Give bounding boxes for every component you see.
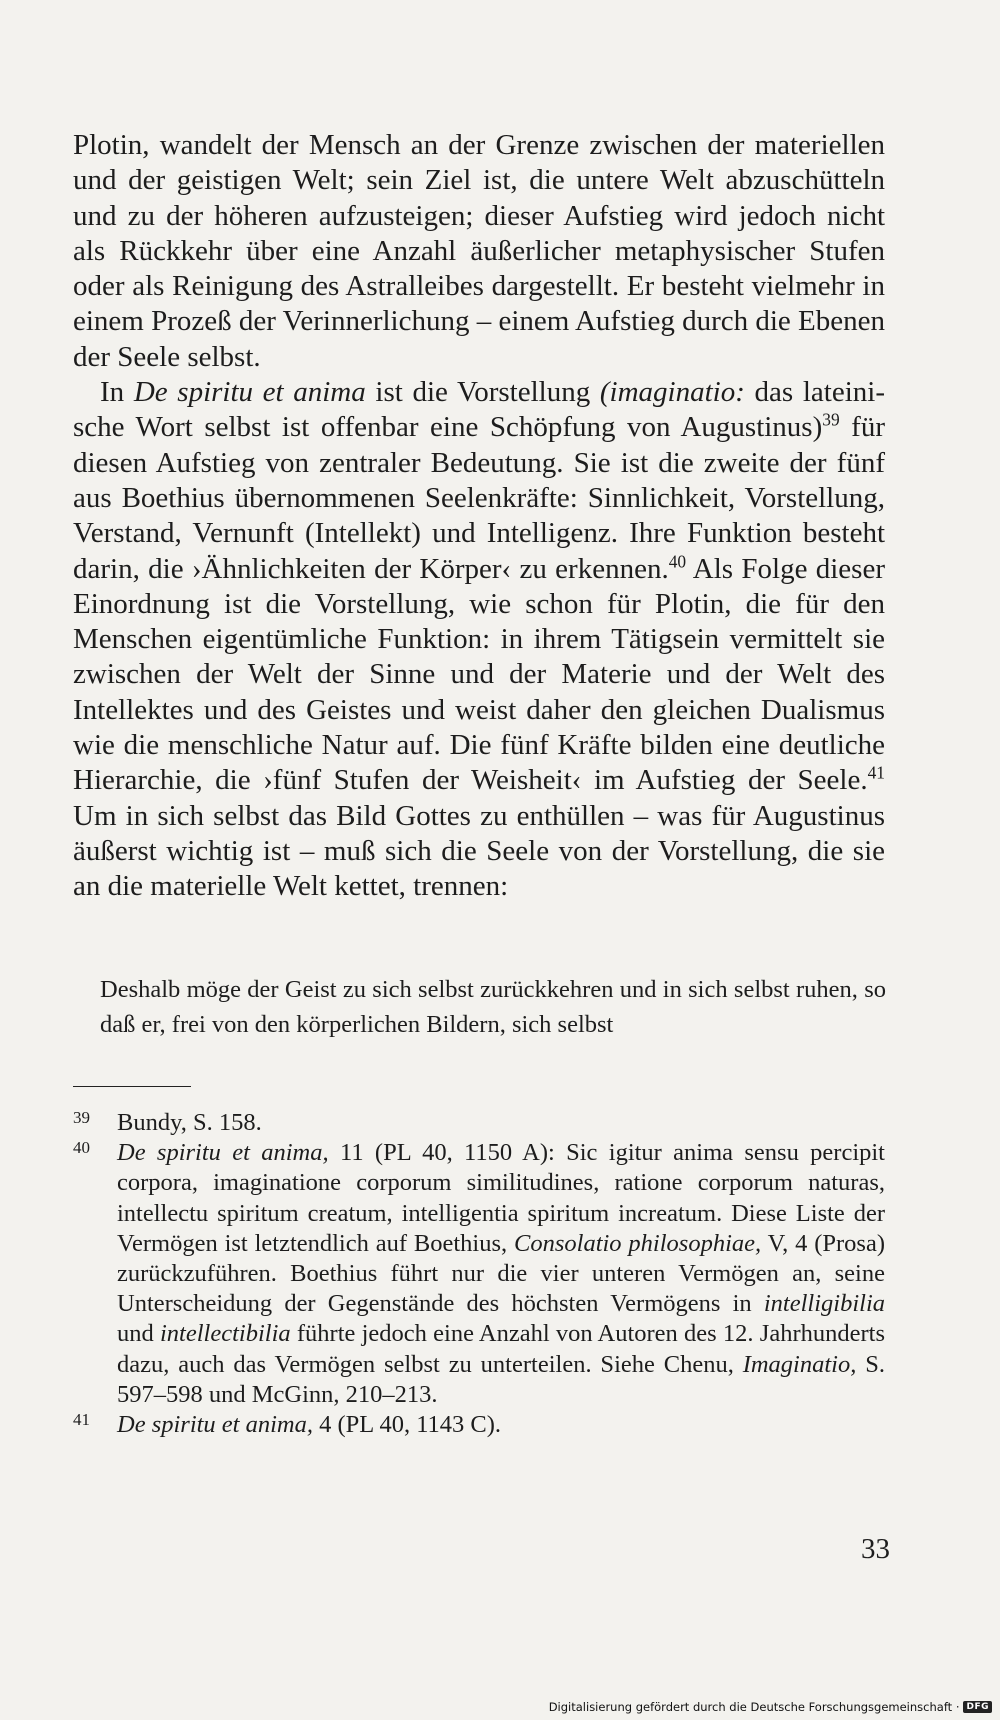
block-quote: Deshalb möge der Geist zu sich selbst zurückkehren und in sich selbst ruhen, so daß er, frei von den körperlichen Bildern, sich selbst (100, 976, 886, 1038)
footnote-ref-39[interactable]: 39 (822, 409, 840, 430)
footnote-40: 40 De spiritu et anima, 11 (PL 40, 1150 A): Sic igitur anima sensu percipit corpora, imaginatione corporum similitudines, ratione corporum naturas, intellectu spiritum creatum, intelligentia spiritum increatum. Diese Liste der Vermögen ist letztendlich auf Boethius, Consolatio philosophiae, V, 4 (Prosa) zurückzuführen. Boethius führt nur die vier unteren Vermögen an, seine Unterscheidung der Gegenstände des höchsten Vermögens in intelligibilia und intellectibilia führte jedoch eine Anzahl von Autoren des 12. Jahrhunderts dazu, auch das Vermögen selbst zu unterteilen. Siehe Chenu, Imaginatio, S. 597–598 und McGinn, 210–213. (73, 1138, 885, 1410)
digitization-footer (549, 1700, 992, 1714)
paragraph-1: Plotin, wandelt der Mensch an der Grenze zwischen der materiellen und der geistigen Welt; sein Ziel ist, die untere Welt abzuschütteln und zu der höheren aufzusteigen; dieser Aufstieg wird jedoch nicht als Rückkehr über eine Anzahl äußerlicher metaphysischer Stufen oder als Reinigung des Astralleibes dargestellt. Er besteht vielmehr in einem Prozeß der Verinnerlichung – einem Aufstieg durch die Ebenen der Seele selbst. (73, 129, 886, 373)
digitization-note: Digitalisierung gefördert durch die Deutsche Forschungsgemeinschaft · (548, 1700, 960, 1714)
footnote-number: 41 (73, 1410, 90, 1430)
main-text (73, 128, 885, 905)
footnote-41: 41 De spiritu et anima, 4 (PL 40, 1143 C). (73, 1410, 885, 1440)
footnote-39: 39 Bundy, S. 158. (73, 1108, 885, 1138)
dfg-logo-icon: DFG (963, 1701, 992, 1713)
paragraph-2: In De spiritu et anima ist die Vorstellung (imaginatio: das lateinische Wort selbst ist offenbar eine Schöpfung von Augustinus)$^{39}$ für diesen Aufstieg von zentraler Bedeutung. Sie ist die zweite der fünf aus Boethius übernommenen Seelenkräfte: Sinnlichkeit, Vorstellung, Verstand, Vernunft (Intellekt) und Intelligenz. Ihre Funktion besteht darin, die ›Ähnlichkeiten der Körper‹ zu erkennen.$^{40}$ Als Folge dieser Einordnung ist die Vorstellung, wie schon für Plotin, die für den Menschen eigentümliche Funktion: in ihrem Tätigsein vermittelt sie zwischen der Welt der Sinne und der Materie und der Welt des Intellektes und des Geistes und weist daher den gleichen Dualismus wie die menschliche Natur auf. Die fünf Kräfte bilden eine deutliche Hierarchie, die ›fünf Stufen der Weisheit‹ im Aufstieg der Seele.$^{41}$ Um in sich selbst das Bild Gottes zu enthüllen – was für Augustinus äußerst wichtig ist – muß sich die Seele von der Vorstellung, die sie an die materielle Welt kettet, trennen: (73, 376, 885, 903)
work-title: De spiritu et anima (133, 376, 366, 409)
footnote-separator (73, 1086, 191, 1087)
footnote-ref-41[interactable]: 41 (867, 762, 885, 783)
footnote-ref-40[interactable]: 40 (668, 550, 687, 571)
latin-term: (imaginatio: (599, 376, 745, 409)
page-number: 33 (861, 1533, 890, 1565)
footnote-number: 39 (73, 1108, 90, 1127)
footnote-number: 40 (73, 1138, 90, 1158)
footnotes (73, 1108, 885, 1440)
